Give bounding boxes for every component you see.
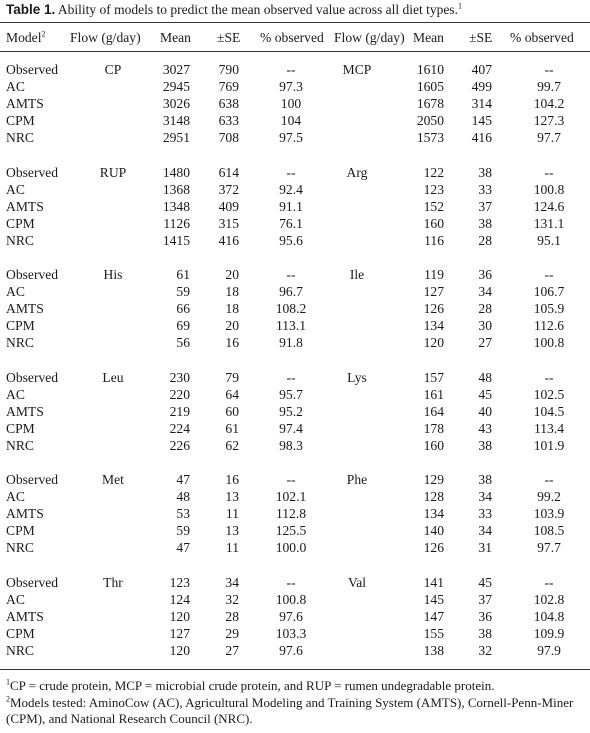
- cell-mean: 3148: [162, 113, 190, 128]
- cell-se: 20: [225, 318, 239, 333]
- cell-se-2: 33: [478, 182, 492, 197]
- cell-se-2: 37: [478, 199, 492, 214]
- cell-se: 16: [225, 335, 239, 350]
- cell-pct-observed: --: [286, 62, 296, 77]
- cell-pct-observed-2: 102.8: [533, 592, 565, 607]
- header-se: ±SE: [217, 30, 241, 45]
- cell-model-name: Observed: [6, 165, 59, 180]
- cell-se: 614: [218, 165, 239, 180]
- header-flow-2: Flow (g/day): [334, 30, 405, 45]
- cell-pct-observed-2: 102.5: [533, 387, 565, 402]
- footnote-text: (CPM), and National Research Council (NRC).: [6, 711, 253, 726]
- cell-model-name: NRC: [6, 643, 34, 658]
- cell-model-name: Observed: [6, 267, 59, 282]
- cell-se: 62: [225, 438, 239, 453]
- cell-mean-2: 134: [423, 506, 444, 521]
- cell-mean: 2945: [162, 79, 190, 94]
- cell-pct-observed: 91.1: [279, 199, 303, 214]
- cell-pct-observed-2: 95.1: [537, 233, 561, 248]
- cell-model-name: AMTS: [6, 96, 44, 111]
- cell-mean-2: 1678: [416, 96, 444, 111]
- flow-label-left: RUP: [99, 165, 127, 180]
- cell-mean-2: 123: [423, 182, 444, 197]
- cell-se-2: 48: [478, 370, 492, 385]
- cell-pct-observed-2: 113.4: [533, 421, 565, 436]
- cell-pct-observed: 125.5: [275, 523, 307, 538]
- cell-pct-observed-2: 104.2: [533, 96, 565, 111]
- flow-label-left: CP: [104, 62, 122, 77]
- cell-pct-observed-2: 99.7: [537, 79, 561, 94]
- cell-se: 64: [225, 387, 239, 402]
- cell-mean: 1348: [162, 199, 190, 214]
- cell-pct-observed: --: [286, 267, 296, 282]
- cell-mean-2: 161: [423, 387, 444, 402]
- cell-se-2: 38: [478, 626, 492, 641]
- cell-se: 29: [225, 626, 239, 641]
- cell-pct-observed-2: 124.6: [533, 199, 565, 214]
- cell-model-name: AC: [6, 489, 25, 504]
- cell-mean-2: 126: [423, 301, 444, 316]
- cell-se-2: 45: [478, 387, 492, 402]
- cell-mean-2: 128: [423, 489, 444, 504]
- cell-model-name: NRC: [6, 335, 34, 350]
- cell-se-2: 43: [478, 421, 492, 436]
- cell-pct-observed-2: 99.2: [537, 489, 561, 504]
- cell-pct-observed: --: [286, 165, 296, 180]
- flow-label-left: Met: [102, 472, 124, 487]
- cell-se: 790: [218, 62, 239, 77]
- cell-mean-2: 164: [423, 404, 444, 419]
- cell-mean: 59: [176, 284, 190, 299]
- cell-pct-observed: 102.1: [275, 489, 307, 504]
- cell-se: 11: [225, 540, 239, 555]
- cell-pct-observed: 104: [280, 113, 302, 128]
- flow-label-left: His: [103, 267, 123, 282]
- cell-se-2: 28: [478, 233, 492, 248]
- cell-se: 28: [225, 609, 239, 624]
- table-label: Table 1.: [6, 2, 56, 17]
- cell-mean: 230: [169, 370, 190, 385]
- cell-se: 11: [225, 506, 239, 521]
- cell-mean-2: 126: [423, 540, 444, 555]
- cell-mean: 224: [169, 421, 190, 436]
- cell-pct-observed-2: 103.9: [533, 506, 565, 521]
- top-rule: [0, 22, 590, 23]
- header-model-text: Model: [6, 30, 42, 45]
- cell-mean-2: 155: [423, 626, 444, 641]
- cell-mean: 48: [176, 489, 190, 504]
- cell-pct-observed: 103.3: [275, 626, 307, 641]
- cell-model-name: AC: [6, 387, 25, 402]
- cell-se: 20: [225, 267, 239, 282]
- bottom-rule: [0, 669, 590, 670]
- cell-mean: 3027: [162, 62, 190, 77]
- cell-mean: 66: [176, 301, 190, 316]
- cell-mean-2: 178: [423, 421, 444, 436]
- table-title: Ability of models to predict the mean observed value across all diet types.: [57, 2, 458, 17]
- cell-se-2: 407: [471, 62, 492, 77]
- cell-se: 34: [225, 575, 239, 590]
- cell-pct-observed: 108.2: [275, 301, 307, 316]
- cell-mean: 220: [169, 387, 190, 402]
- header-se-2: ±SE: [469, 30, 493, 45]
- cell-mean: 59: [176, 523, 190, 538]
- cell-pct-observed: 100.0: [275, 540, 307, 555]
- cell-pct-observed-2: --: [544, 575, 554, 590]
- cell-model-name: CPM: [6, 421, 35, 436]
- cell-mean: 69: [176, 318, 190, 333]
- header-model-note: 2: [41, 29, 46, 39]
- cell-se-2: 30: [478, 318, 492, 333]
- header-pct-observed: % observed: [260, 30, 324, 45]
- header-rule: [0, 51, 590, 52]
- cell-mean-2: 1610: [416, 62, 444, 77]
- footnote-text: CP = crude protein, MCP = microbial crude protein, and RUP = rumen undegradable protein.: [10, 678, 495, 693]
- cell-se-2: 38: [478, 438, 492, 453]
- cell-pct-observed: 98.3: [279, 438, 303, 453]
- flow-label-right: Lys: [347, 370, 367, 385]
- cell-mean: 3026: [162, 96, 190, 111]
- cell-se: 315: [218, 216, 239, 231]
- cell-se: 13: [225, 523, 239, 538]
- cell-se: 416: [218, 233, 239, 248]
- cell-se-2: 33: [478, 506, 492, 521]
- cell-mean: 1415: [162, 233, 190, 248]
- cell-mean-2: 127: [423, 284, 444, 299]
- footnote: [6, 710, 253, 727]
- cell-mean: 1126: [163, 216, 190, 231]
- cell-mean-2: 1573: [416, 130, 444, 145]
- cell-model-name: AC: [6, 182, 25, 197]
- cell-se: 18: [225, 301, 239, 316]
- cell-pct-observed: --: [286, 575, 296, 590]
- cell-se-2: 28: [478, 301, 492, 316]
- cell-pct-observed: 113.1: [275, 318, 307, 333]
- cell-pct-observed: 112.8: [275, 506, 307, 521]
- cell-se-2: 27: [478, 335, 492, 350]
- cell-mean: 47: [176, 540, 190, 555]
- cell-pct-observed: 95.7: [279, 387, 303, 402]
- cell-pct-observed-2: 112.6: [533, 318, 565, 333]
- cell-se: 16: [225, 472, 239, 487]
- cell-se-2: 38: [478, 216, 492, 231]
- cell-pct-observed-2: --: [544, 370, 554, 385]
- cell-mean: 2951: [162, 130, 190, 145]
- cell-mean-2: 157: [423, 370, 444, 385]
- cell-model-name: AMTS: [6, 506, 44, 521]
- cell-pct-observed: 95.2: [279, 404, 303, 419]
- cell-model-name: CPM: [6, 216, 35, 231]
- flow-label-left: Leu: [102, 370, 124, 385]
- cell-se: 61: [225, 421, 239, 436]
- flow-label-right: Phe: [346, 472, 368, 487]
- cell-model-name: CPM: [6, 626, 35, 641]
- header-mean: Mean: [160, 30, 191, 45]
- footnote-text: Models tested: AminoCow (AC), Agricultural Modeling and Training System (AMTS), Cornell-Penn-Miner: [10, 695, 574, 710]
- cell-model-name: NRC: [6, 233, 34, 248]
- cell-mean-2: 134: [423, 318, 444, 333]
- cell-mean: 226: [169, 438, 190, 453]
- cell-se-2: 38: [478, 165, 492, 180]
- caption-footnote-mark: 1: [457, 1, 462, 11]
- footnote-mark: 1: [6, 677, 10, 687]
- cell-mean: 1480: [162, 165, 190, 180]
- header-mean-2: Mean: [413, 30, 444, 45]
- cell-model-name: Observed: [6, 472, 59, 487]
- cell-model-name: AC: [6, 284, 25, 299]
- cell-se: 32: [225, 592, 239, 607]
- cell-se-2: 36: [478, 609, 492, 624]
- cell-mean: 120: [169, 643, 190, 658]
- cell-model-name: NRC: [6, 438, 34, 453]
- cell-model-name: CPM: [6, 523, 35, 538]
- cell-pct-observed: 97.6: [279, 643, 303, 658]
- cell-pct-observed: --: [286, 370, 296, 385]
- cell-model-name: NRC: [6, 130, 34, 145]
- cell-se: 372: [218, 182, 239, 197]
- cell-pct-observed: 97.4: [279, 421, 303, 436]
- cell-model-name: AC: [6, 592, 25, 607]
- cell-model-name: Observed: [6, 370, 59, 385]
- cell-mean-2: 120: [423, 335, 444, 350]
- header-flow: Flow (g/day): [70, 30, 141, 45]
- cell-pct-observed-2: 100.8: [533, 335, 565, 350]
- cell-model-name: CPM: [6, 318, 35, 333]
- cell-pct-observed-2: --: [544, 267, 554, 282]
- cell-pct-observed: --: [286, 472, 296, 487]
- cell-se-2: 499: [471, 79, 492, 94]
- cell-mean: 56: [176, 335, 190, 350]
- cell-se: 708: [218, 130, 239, 145]
- cell-pct-observed-2: 108.5: [533, 523, 565, 538]
- cell-pct-observed-2: 104.8: [533, 609, 565, 624]
- cell-model-name: AMTS: [6, 609, 44, 624]
- cell-se-2: 31: [478, 540, 492, 555]
- flow-label-right: Ile: [349, 267, 365, 282]
- cell-se-2: 416: [471, 130, 492, 145]
- cell-model-name: AMTS: [6, 301, 44, 316]
- cell-se-2: 38: [478, 472, 492, 487]
- cell-mean: 53: [176, 506, 190, 521]
- cell-mean-2: 2050: [416, 113, 444, 128]
- cell-pct-observed: 76.1: [279, 216, 303, 231]
- cell-pct-observed-2: --: [544, 472, 554, 487]
- cell-pct-observed-2: 127.3: [533, 113, 565, 128]
- cell-pct-observed: 96.7: [279, 284, 303, 299]
- cell-pct-observed-2: 100.8: [533, 182, 565, 197]
- cell-se: 409: [218, 199, 239, 214]
- cell-se-2: 36: [478, 267, 492, 282]
- cell-pct-observed-2: 106.7: [533, 284, 565, 299]
- cell-model-name: AMTS: [6, 404, 44, 419]
- cell-mean-2: 119: [424, 267, 444, 282]
- cell-pct-observed: 91.8: [279, 335, 303, 350]
- cell-pct-observed: 95.6: [279, 233, 303, 248]
- cell-se-2: 32: [478, 643, 492, 658]
- cell-pct-observed: 92.4: [279, 182, 303, 197]
- cell-se-2: 37: [478, 592, 492, 607]
- cell-mean-2: 147: [423, 609, 444, 624]
- cell-mean-2: 152: [423, 199, 444, 214]
- cell-mean-2: 140: [423, 523, 444, 538]
- footnote: [6, 694, 573, 711]
- cell-pct-observed-2: --: [544, 165, 554, 180]
- flow-label-left: Thr: [103, 575, 123, 590]
- flow-label-right: MCP: [342, 62, 372, 77]
- table-caption: [6, 2, 462, 18]
- cell-se-2: 34: [478, 489, 492, 504]
- cell-mean-2: 160: [423, 438, 444, 453]
- header-model: [6, 30, 46, 46]
- cell-mean-2: 1605: [416, 79, 444, 94]
- cell-mean-2: 116: [424, 233, 444, 248]
- cell-se: 638: [218, 96, 239, 111]
- cell-pct-observed-2: 97.7: [537, 130, 561, 145]
- cell-mean-2: 160: [423, 216, 444, 231]
- cell-se: 60: [225, 404, 239, 419]
- footnote-mark: 2: [6, 694, 10, 704]
- cell-pct-observed: 100: [280, 96, 302, 111]
- cell-pct-observed-2: 105.9: [533, 301, 565, 316]
- cell-model-name: AMTS: [6, 199, 44, 214]
- cell-se: 18: [225, 284, 239, 299]
- cell-mean: 120: [169, 609, 190, 624]
- cell-model-name: Observed: [6, 62, 59, 77]
- cell-pct-observed: 97.3: [279, 79, 303, 94]
- cell-se-2: 145: [471, 113, 492, 128]
- cell-se-2: 34: [478, 284, 492, 299]
- cell-pct-observed-2: 97.7: [537, 540, 561, 555]
- cell-se-2: 34: [478, 523, 492, 538]
- cell-se-2: 314: [471, 96, 492, 111]
- cell-mean-2: 141: [423, 575, 444, 590]
- cell-model-name: AC: [6, 79, 25, 94]
- cell-pct-observed: 100.8: [275, 592, 307, 607]
- cell-pct-observed-2: 104.5: [533, 404, 565, 419]
- cell-model-name: CPM: [6, 113, 35, 128]
- cell-mean: 47: [176, 472, 190, 487]
- cell-mean-2: 129: [423, 472, 444, 487]
- cell-mean-2: 145: [423, 592, 444, 607]
- cell-se: 769: [218, 79, 239, 94]
- cell-pct-observed-2: 131.1: [533, 216, 565, 231]
- cell-mean: 219: [169, 404, 190, 419]
- cell-pct-observed-2: 101.9: [533, 438, 565, 453]
- flow-label-right: Arg: [346, 165, 368, 180]
- cell-mean: 1368: [162, 182, 190, 197]
- cell-se: 27: [225, 643, 239, 658]
- cell-model-name: Observed: [6, 575, 59, 590]
- cell-mean: 127: [169, 626, 190, 641]
- cell-pct-observed: 97.5: [279, 130, 303, 145]
- footnote: [6, 677, 494, 694]
- cell-se-2: 45: [478, 575, 492, 590]
- cell-pct-observed: 97.6: [279, 609, 303, 624]
- cell-se: 13: [225, 489, 239, 504]
- flow-label-right: Val: [347, 575, 367, 590]
- cell-se: 79: [225, 370, 239, 385]
- cell-mean: 123: [169, 575, 190, 590]
- cell-se-2: 40: [478, 404, 492, 419]
- cell-se: 633: [218, 113, 239, 128]
- cell-mean: 61: [176, 267, 190, 282]
- cell-pct-observed-2: --: [544, 62, 554, 77]
- cell-mean-2: 138: [423, 643, 444, 658]
- cell-pct-observed-2: 97.9: [537, 643, 561, 658]
- cell-mean-2: 122: [423, 165, 444, 180]
- cell-pct-observed-2: 109.9: [533, 626, 565, 641]
- cell-mean: 124: [169, 592, 190, 607]
- cell-model-name: NRC: [6, 540, 34, 555]
- header-pct-observed-2: % observed: [510, 30, 574, 45]
